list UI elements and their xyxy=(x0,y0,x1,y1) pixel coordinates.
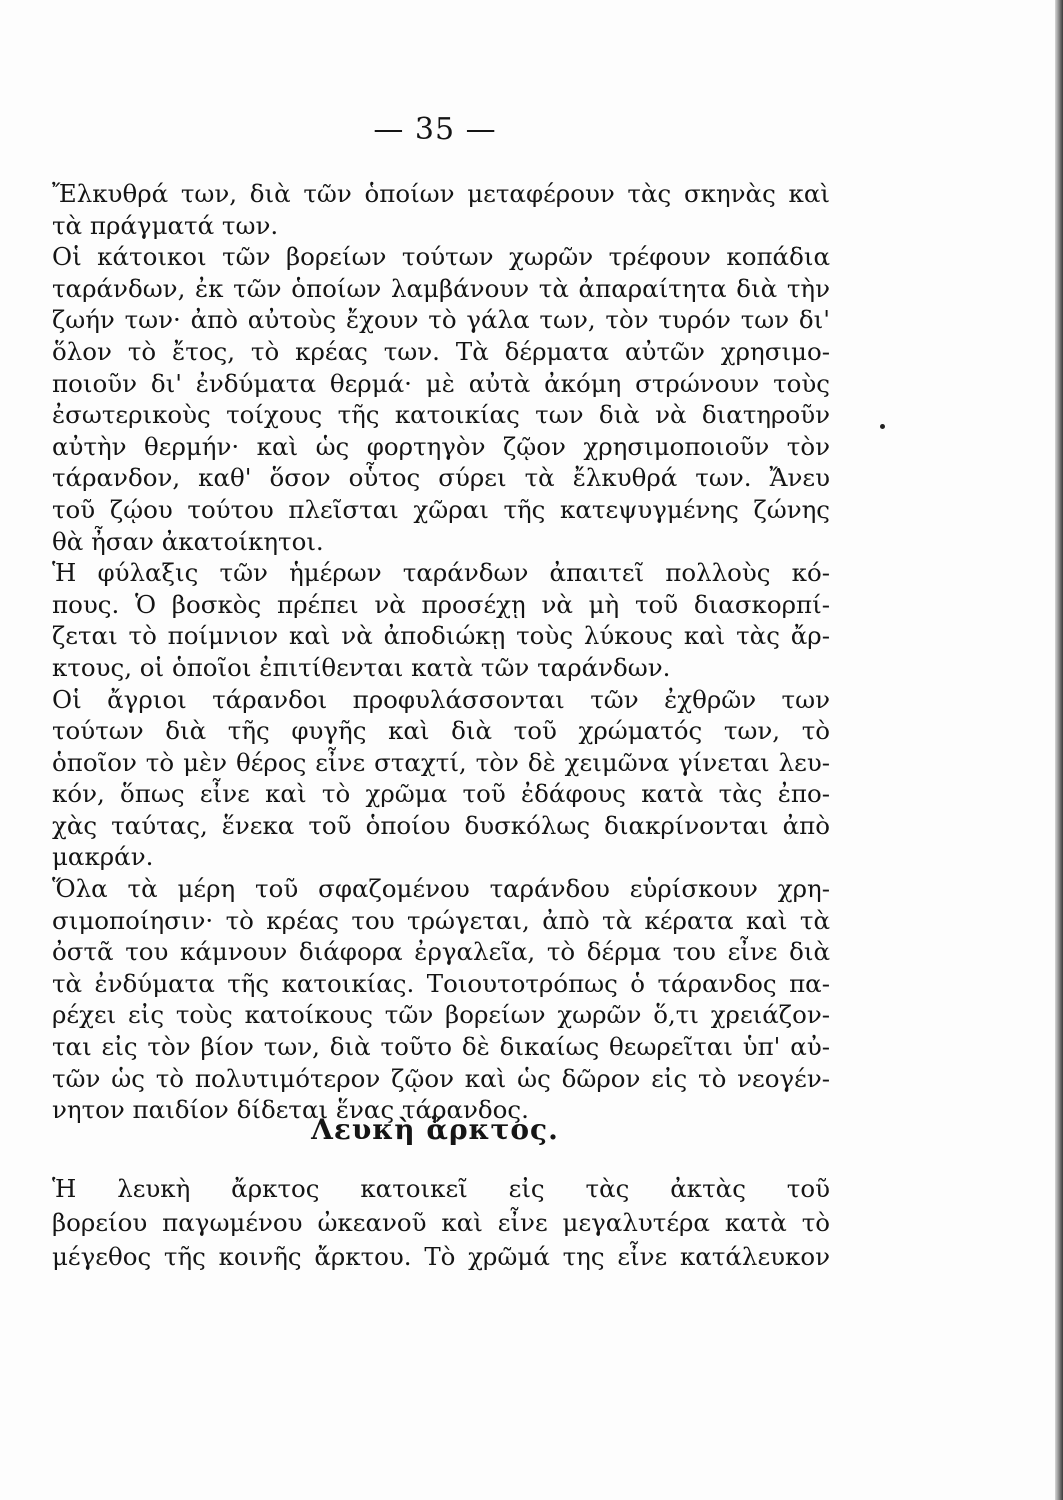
text-line: χὰς ταύτας, ἕνεκα τοῦ ὁποίου δυσκόλως διακρίνονται ἀπὸ xyxy=(52,810,830,840)
text-line: ρέχει εἰς τοὺς κατοίκους τῶν βορείων χωρῶν ὅ,τι χρειάζον- xyxy=(52,1000,830,1030)
text-line: τοῦ ζῴου τούτου πλεῖσται χῶραι τῆς κατεψυγμένης ζώνης xyxy=(52,494,830,524)
text-line: τὰ πράγματά των. xyxy=(52,210,279,240)
text-line: βορείου παγωμένου ὠκεανοῦ καὶ εἶνε μεγαλυτέρα κατὰ τὸ xyxy=(52,1208,830,1237)
text-line: θὰ ἦσαν ἀκατοίκητοι. xyxy=(52,526,324,556)
text-line: ὅλον τὸ ἔτος, τὸ κρέας των. Τὰ δέρματα αὐτῶν χρησιμο- xyxy=(52,336,830,366)
text-line: Ὅλα τὰ μέρη τοῦ σφαζομένου ταράνδου εὑρίσκουν χρη- xyxy=(52,874,830,904)
text-line: Ἡ λευκὴ ἄρκτος κατοικεῖ εἰς τὰς ἀκτὰς τοῦ xyxy=(52,1174,830,1203)
text-line: τούτων διὰ τῆς φυγῆς καὶ διὰ τοῦ χρώματός των, τὸ xyxy=(52,716,830,746)
text-line: ταράνδων, ἐκ τῶν ὁποίων λαμβάνουν τὰ ἀπαραίτητα διὰ τὴν xyxy=(52,273,830,303)
page-number: — 35 — xyxy=(373,112,497,147)
text-line: ὀστᾶ του κάμνουν διάφορα ἐργαλεῖα, τὸ δέρμα του εἶνε διὰ xyxy=(52,937,830,967)
text-line: νητον παιδίον δίδεται ἕνας τάρανδος. xyxy=(52,1095,529,1125)
text-line: Ἡ φύλαξις τῶν ἡμέρων ταράνδων ἀπαιτεῖ πολλοὺς κό- xyxy=(52,558,830,588)
text-line: πους. Ὁ βοσκὸς πρέπει νὰ προσέχῃ νὰ μὴ τοῦ διασκορπί- xyxy=(52,589,830,619)
page-edge-shadow xyxy=(1055,0,1063,1500)
text-line: ὁποῖον τὸ μὲν θέρος εἶνε σταχτί, τὸν δὲ χειμῶνα γίνεται λευ- xyxy=(52,747,830,777)
text-line: τὰ ἐνδύματα τῆς κατοικίας. Τοιουτοτρόπως ὁ τάρανδος πα- xyxy=(52,968,830,998)
text-line: Οἱ ἄγριοι τάρανδοι προφυλάσσονται τῶν ἐχθρῶν των xyxy=(52,684,830,714)
section-text xyxy=(52,1172,830,1274)
text-line: ζωήν των· ἀπὸ αὐτοὺς ἔχουν τὸ γάλα των, τὸν τυρόν των δι' xyxy=(52,305,830,335)
text-line: Οἱ κάτοικοι τῶν βορείων τούτων χωρῶν τρέφουν κοπάδια xyxy=(52,242,830,272)
text-line: κόν, ὅπως εἶνε καὶ τὸ χρῶμα τοῦ ἐδάφους κατὰ τὰς ἐπο- xyxy=(52,779,830,809)
ink-speck xyxy=(880,424,885,429)
text-line: κτους, οἱ ὁποῖοι ἐπιτίθενται κατὰ τῶν ταράνδων. xyxy=(52,652,671,682)
text-line: μέγεθος τῆς κοινῆς ἄρκτου. Τὸ χρῶμά της εἶνε κατάλευκον xyxy=(52,1242,830,1271)
text-line: ἐσωτερικοὺς τοίχους τῆς κατοικίας των διὰ νὰ διατηροῦν xyxy=(52,400,830,430)
text-line: ζεται τὸ ποίμνιον καὶ νὰ ἀποδιώκῃ τοὺς λύκους καὶ τὰς ἄρ- xyxy=(52,621,830,651)
text-line: μακράν. xyxy=(52,842,154,872)
text-line: Ἔλκυθρά των, διὰ τῶν ὁποίων μεταφέρουν τὰς σκηνὰς καὶ xyxy=(52,179,830,208)
text-line: σιμοποίησιν· τὸ κρέας του τρώγεται, ἀπὸ τὰ κέρατα καὶ τὰ xyxy=(52,905,830,935)
text-line: τάρανδον, καθ' ὅσον οὗτος σύρει τὰ ἔλκυθρά των. Ἄνευ xyxy=(52,463,830,493)
text-line: ται εἰς τὸν βίον των, διὰ τοῦτο δὲ δικαίως θεωρεῖται ὑπ' αὐ- xyxy=(52,1032,830,1062)
text-line: ποιοῦν δι' ἐνδύματα θερμά· μὲ αὐτὰ ἀκόμη στρώνουν τοὺς xyxy=(52,368,830,398)
main-text xyxy=(52,178,830,1126)
text-line: αὐτὴν θερμήν· καὶ ὡς φορτηγὸν ζῷον χρησιμοποιοῦν τὸν xyxy=(52,431,830,461)
text-line: τῶν ὡς τὸ πολυτιμότερον ζῷον καὶ ὡς δῶρον εἰς τὸ νεογέν- xyxy=(52,1063,830,1093)
section-heading: Λευκὴ ἄρκτος. xyxy=(311,1113,559,1146)
